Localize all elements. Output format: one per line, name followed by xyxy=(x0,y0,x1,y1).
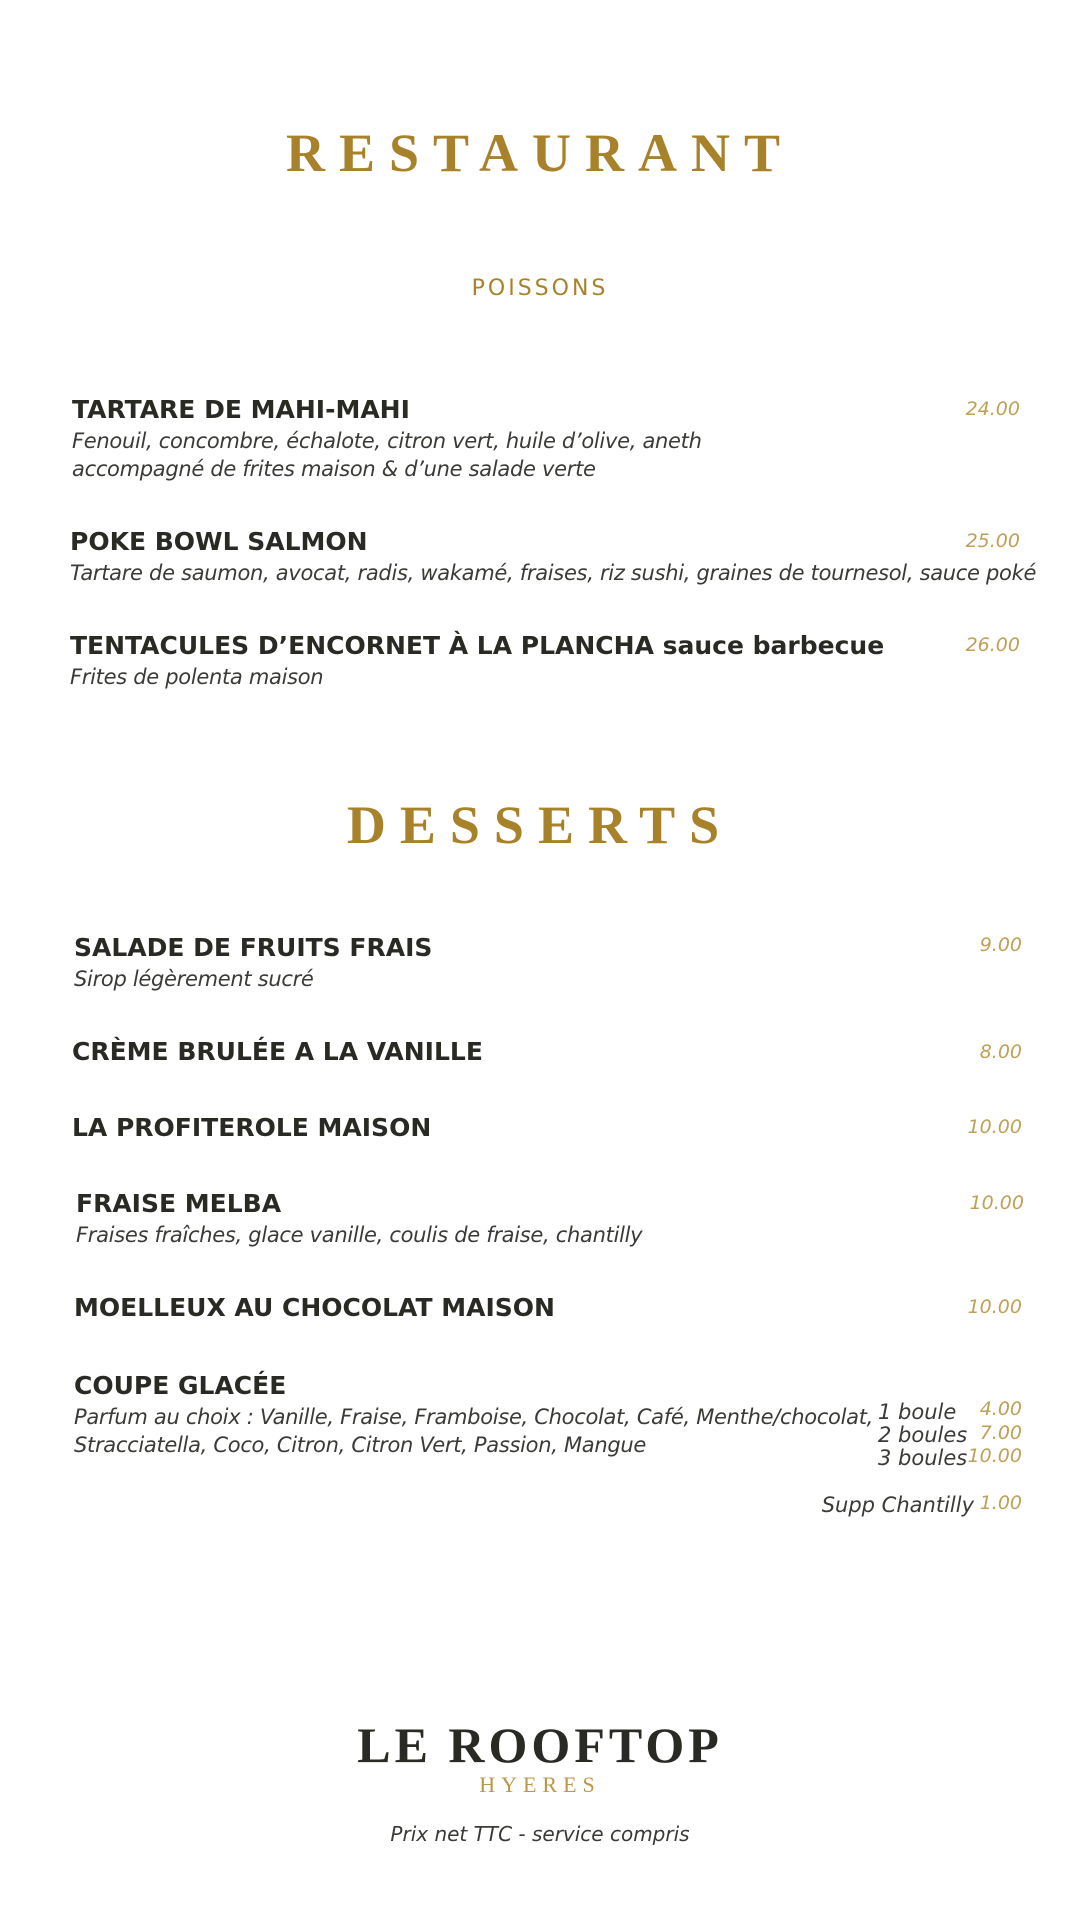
item-price: 8.00 xyxy=(979,1041,1022,1063)
option-label: 3 boules xyxy=(878,1446,968,1470)
item-name: FRAISE MELBA xyxy=(76,1189,282,1218)
item-description: accompagné de frites maison & d’une salade verte xyxy=(72,456,596,481)
list-item xyxy=(74,934,432,993)
desserts-title: DESSERTS xyxy=(346,795,734,855)
item-name xyxy=(70,632,884,660)
option-price: 4.00 xyxy=(979,1398,1022,1420)
item-price: 24.00 xyxy=(965,398,1020,420)
item-name: COUPE GLACÉE xyxy=(74,1371,287,1400)
item-price: 10.00 xyxy=(969,1192,1024,1214)
item-name-suffix: sauce barbecue xyxy=(653,631,885,660)
list-item xyxy=(74,1294,555,1322)
item-name: MOELLEUX AU CHOCOLAT MAISON xyxy=(74,1293,555,1322)
brand-logo: LE ROOFTOP xyxy=(357,1717,723,1773)
item-price: 26.00 xyxy=(965,634,1020,656)
option-price: 7.00 xyxy=(979,1422,1022,1444)
price-note: Prix net TTC - service compris xyxy=(390,1822,690,1846)
list-item xyxy=(76,1190,642,1249)
item-name: TARTARE DE MAHI-MAHI xyxy=(72,395,410,424)
list-item xyxy=(72,1114,431,1142)
item-price: 10.00 xyxy=(967,1116,1022,1138)
supp-price: 1.00 xyxy=(979,1492,1022,1514)
restaurant-title: RESTAURANT xyxy=(285,123,795,183)
list-item xyxy=(70,632,884,691)
item-description: Stracciatella, Coco, Citron, Citron Vert, Passion, Mangue xyxy=(74,1432,647,1457)
option-label: 1 boule xyxy=(878,1400,957,1424)
item-name: CRÈME BRULÉE A LA VANILLE xyxy=(72,1037,483,1066)
item-price: 25.00 xyxy=(965,530,1020,552)
item-description: Frites de polenta maison xyxy=(70,664,324,689)
item-price: 10.00 xyxy=(967,1296,1022,1318)
item-price: 9.00 xyxy=(979,934,1022,956)
item-name: POKE BOWL SALMON xyxy=(70,527,368,556)
list-item xyxy=(72,396,702,483)
item-description: Fenouil, concombre, échalote, citron vert, huile d’olive, aneth xyxy=(72,428,702,453)
item-description: Sirop légèrement sucré xyxy=(74,966,314,991)
item-description: Fraises fraîches, glace vanille, coulis de fraise, chantilly xyxy=(76,1222,643,1247)
poissons-section-title: POISSONS xyxy=(471,276,609,301)
brand-city: HYERES xyxy=(479,1772,601,1797)
list-item xyxy=(74,1372,873,1459)
item-description: Tartare de saumon, avocat, radis, wakamé, fraises, riz sushi, graines de tournesol, sauce poké xyxy=(70,560,1037,585)
option-label: 2 boules xyxy=(878,1423,968,1447)
item-name-main: TENTACULES D’ENCORNET À LA PLANCHA xyxy=(70,631,654,660)
list-item xyxy=(72,1038,483,1066)
option-price: 10.00 xyxy=(967,1445,1022,1467)
item-description: Parfum au choix : Vanille, Fraise, Framboise, Chocolat, Café, Menthe/chocolat, xyxy=(74,1404,874,1429)
item-name: LA PROFITEROLE MAISON xyxy=(72,1113,432,1142)
item-name: SALADE DE FRUITS FRAIS xyxy=(74,933,433,962)
supp-label: Supp Chantilly xyxy=(821,1493,974,1517)
list-item xyxy=(70,528,1036,587)
